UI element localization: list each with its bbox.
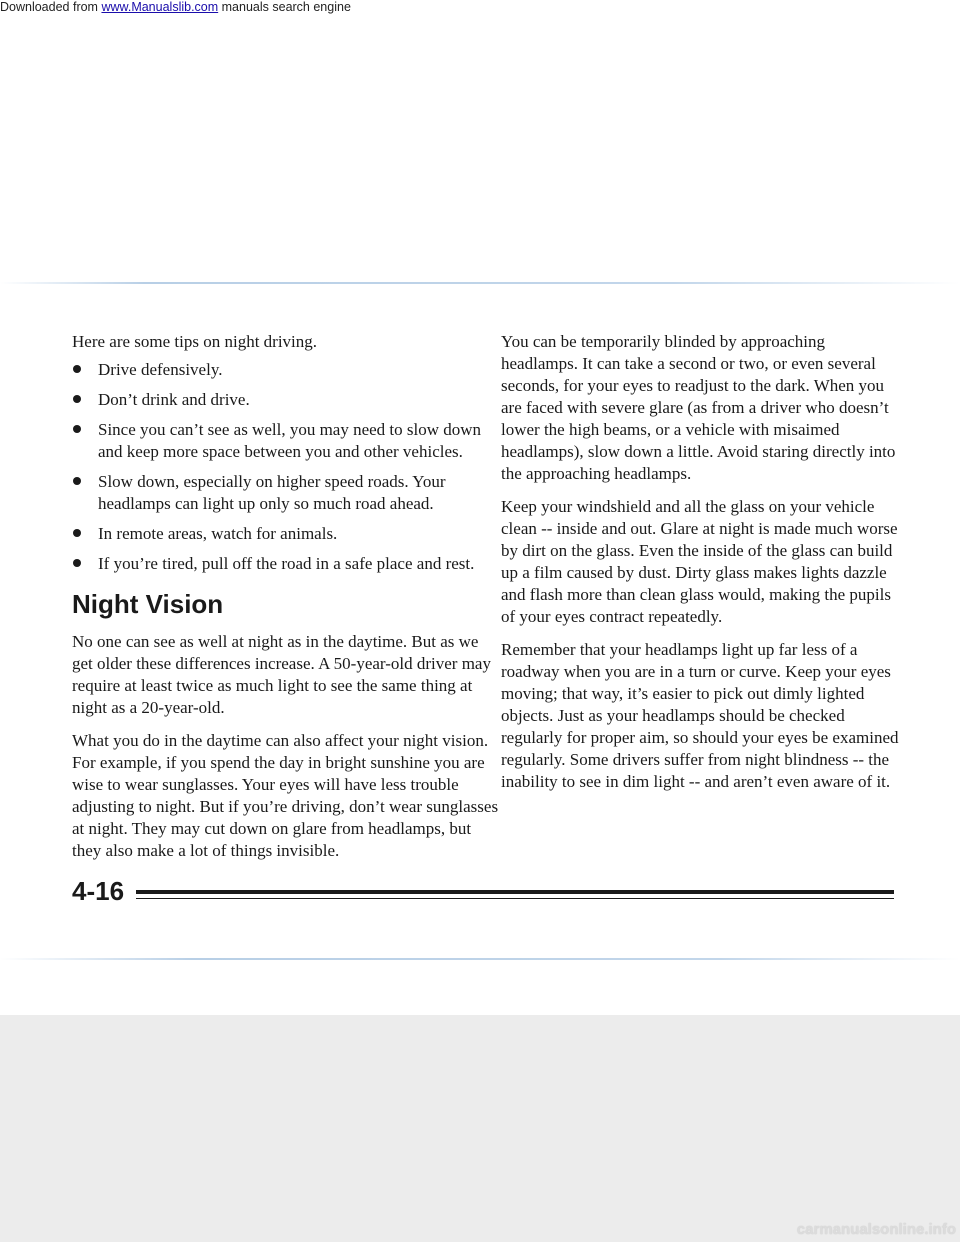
tip-text: Drive defensively. bbox=[98, 360, 223, 379]
list-item bbox=[72, 359, 502, 381]
list-item bbox=[72, 389, 502, 411]
top-divider bbox=[0, 282, 960, 284]
tip-text: Since you can’t see as well, you may need to slow down and keep more space between you and other vehicles. bbox=[98, 420, 482, 461]
download-notice-suffix: manuals search engine bbox=[218, 0, 351, 14]
body-paragraph: No one can see as well at night as in the daytime. But as we get older these differences increase. A 50-year-old driver may require at least twice as much light to see the same thing at night as a 20-year-old. bbox=[72, 632, 491, 717]
tips-intro: Here are some tips on night driving. bbox=[72, 332, 318, 351]
tip-text: Don’t drink and drive. bbox=[98, 390, 250, 409]
left-column bbox=[72, 331, 502, 873]
list-item bbox=[72, 419, 502, 463]
list-item bbox=[72, 553, 502, 575]
body-paragraph: What you do in the daytime can also affect your night vision. For example, if you spend the day in bright sunshine you are wise to wear sunglasses. Your eyes will have less trouble adjusting to night. But if you’re driving, don’t wear sunglasses at night. They may cut down on glare from headlamps, but they also make a lot of things invisible. bbox=[72, 731, 499, 860]
download-notice-prefix: Downloaded from bbox=[0, 0, 102, 14]
tip-text: Slow down, especially on higher speed roads. Your headlamps can light up only so much road ahead. bbox=[98, 472, 446, 513]
bullet-icon bbox=[73, 529, 81, 537]
body-paragraph: Keep your windshield and all the glass on your vehicle clean -- inside and out. Glare at night is made much worse by dirt on the glass. Even the inside of the glass can build up a film caused by dust. Dirty glass makes lights dazzle and flash more than clean glass would, making the pupils of your eyes contract repeatedly. bbox=[501, 497, 898, 626]
footer-rule-thin bbox=[136, 898, 894, 899]
bullet-icon bbox=[73, 425, 81, 433]
list-item bbox=[72, 471, 502, 515]
section-heading: Night Vision bbox=[72, 589, 224, 619]
bullet-icon bbox=[73, 395, 81, 403]
download-notice bbox=[0, 0, 351, 14]
bullet-icon bbox=[73, 477, 81, 485]
tip-text: If you’re tired, pull off the road in a safe place and rest. bbox=[98, 554, 475, 573]
bottom-divider bbox=[0, 958, 960, 960]
body-paragraph: Remember that your headlamps light up far less of a roadway when you are in a turn or curve. Keep your eyes moving; that way, it’s easier to pick out dimly lighted objects. Just as your headlamps should be checked regularly for proper aim, so should your eyes be examined regularly. Some drivers suffer from night blindness -- the inability to see in dim light -- and aren’t even aware of it. bbox=[501, 640, 899, 791]
scan-margin bbox=[0, 1015, 960, 1242]
manualslib-link[interactable]: www.Manualslib.com bbox=[101, 0, 219, 14]
list-item bbox=[72, 523, 502, 545]
right-column bbox=[501, 331, 901, 804]
watermark: carmanualsonline.info bbox=[796, 1221, 956, 1238]
footer-rule bbox=[136, 890, 894, 894]
bullet-icon bbox=[73, 365, 81, 373]
page-number: 4-16 bbox=[72, 876, 125, 906]
body-paragraph: You can be temporarily blinded by approaching headlamps. It can take a second or two, or even several seconds, for your eyes to readjust to the dark. When you are faced with severe glare (as from a driver who doesn’t lower the high beams, or a vehicle with misaimed headlamps), slow down a little. Avoid staring directly into the approaching headlamps. bbox=[501, 332, 896, 483]
tips-list bbox=[72, 359, 502, 575]
bullet-icon bbox=[73, 559, 81, 567]
tip-text: In remote areas, watch for animals. bbox=[98, 524, 338, 543]
